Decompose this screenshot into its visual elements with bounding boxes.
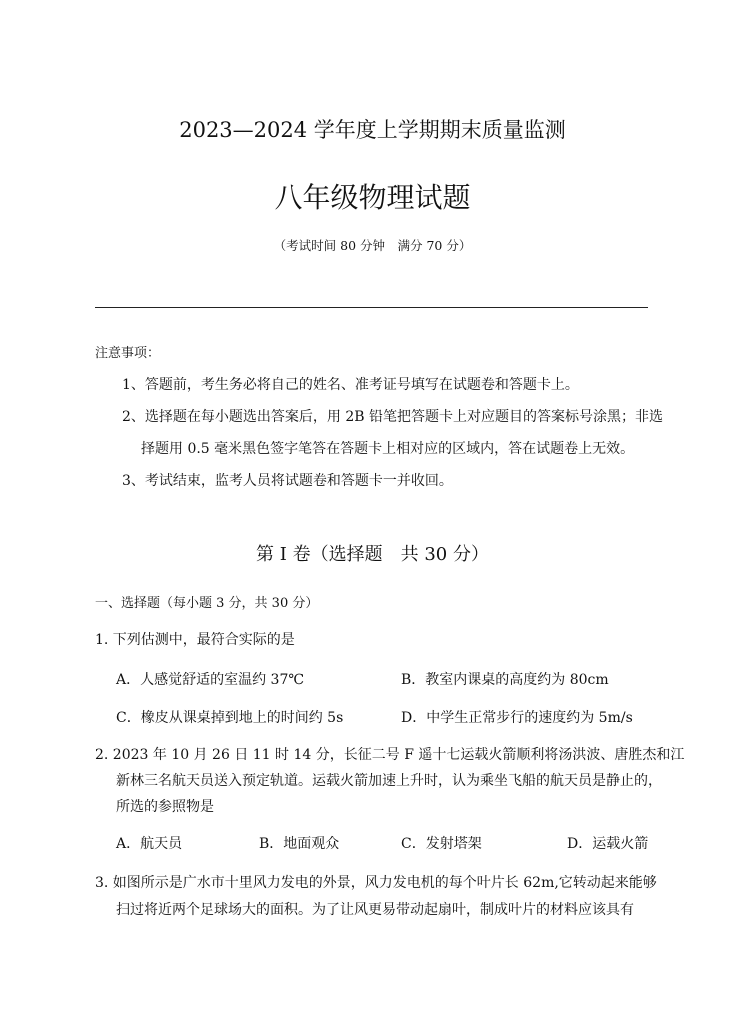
- question-1-option-a: A．人感觉舒适的室温约 37℃: [116, 672, 305, 688]
- question-2-option-c: C．发射塔架: [401, 836, 482, 852]
- notice-item-2: 2、选择题在每小题选出答案后，用 2B 铅笔把答题卡上对应题目的答案标号涂黑；非选: [122, 409, 664, 425]
- question-2-stem-line-1: 2. 2023 年 10 月 26 日 11 时 14 分，长征二号 F 遥十七运载火箭顺利将汤洪波、唐胜杰和江: [95, 747, 685, 763]
- exam-title: 2023—2024 学年度上学期期末质量监测: [179, 118, 566, 142]
- exam-info: （考试时间 80 分钟 满分 70 分）: [273, 238, 472, 253]
- question-2-option-b: B．地面观众: [259, 836, 340, 852]
- notice-heading: 注意事项：: [95, 346, 161, 361]
- notice-item-2-cont: 择题用 0.5 毫米黑色签字笔答在答题卡上相对应的区域内，答在试题卷上无效。: [141, 441, 635, 457]
- notice-item-1: 1、答题前，考生务必将自己的姓名、准考证号填写在试题卷和答题卡上。: [122, 377, 579, 393]
- question-3-stem-line-2: 扫过将近两个足球场大的面积。为了让风更易带动起扇叶，制成叶片的材料应该具有: [116, 902, 634, 918]
- subject-title: 八年级物理试题: [274, 181, 471, 214]
- question-2-stem-line-2: 新林三名航天员送入预定轨道。运载火箭加速上升时，认为乘坐飞船的航天员是静止的，: [116, 773, 662, 789]
- question-3-stem-line-1: 3. 如图所示是广水市十里风力发电的外景，风力发电机的每个叶片长 62m,它转动起来能够: [95, 875, 657, 891]
- notice-item-3: 3、考试结束，监考人员将试题卷和答题卡一并收回。: [122, 473, 453, 489]
- question-2-stem-line-3: 所选的参照物是: [116, 799, 214, 815]
- section-title: 第 I 卷（选择题 共 30 分）: [256, 544, 489, 565]
- part-heading: 一、选择题（每小题 3 分，共 30 分）: [95, 596, 319, 611]
- question-1-option-b: B．教室内课桌的高度约为 80cm: [401, 672, 609, 688]
- question-2-option-a: A．航天员: [116, 836, 183, 852]
- question-2-option-d: D．运载火箭: [567, 836, 649, 852]
- question-1-option-d: D．中学生正常步行的速度约为 5m/s: [401, 710, 633, 726]
- divider-line: [95, 307, 648, 308]
- question-1-option-c: C．橡皮从课桌掉到地上的时间约 5s: [116, 710, 344, 726]
- question-1-stem: 1. 下列估测中，最符合实际的是: [95, 632, 295, 648]
